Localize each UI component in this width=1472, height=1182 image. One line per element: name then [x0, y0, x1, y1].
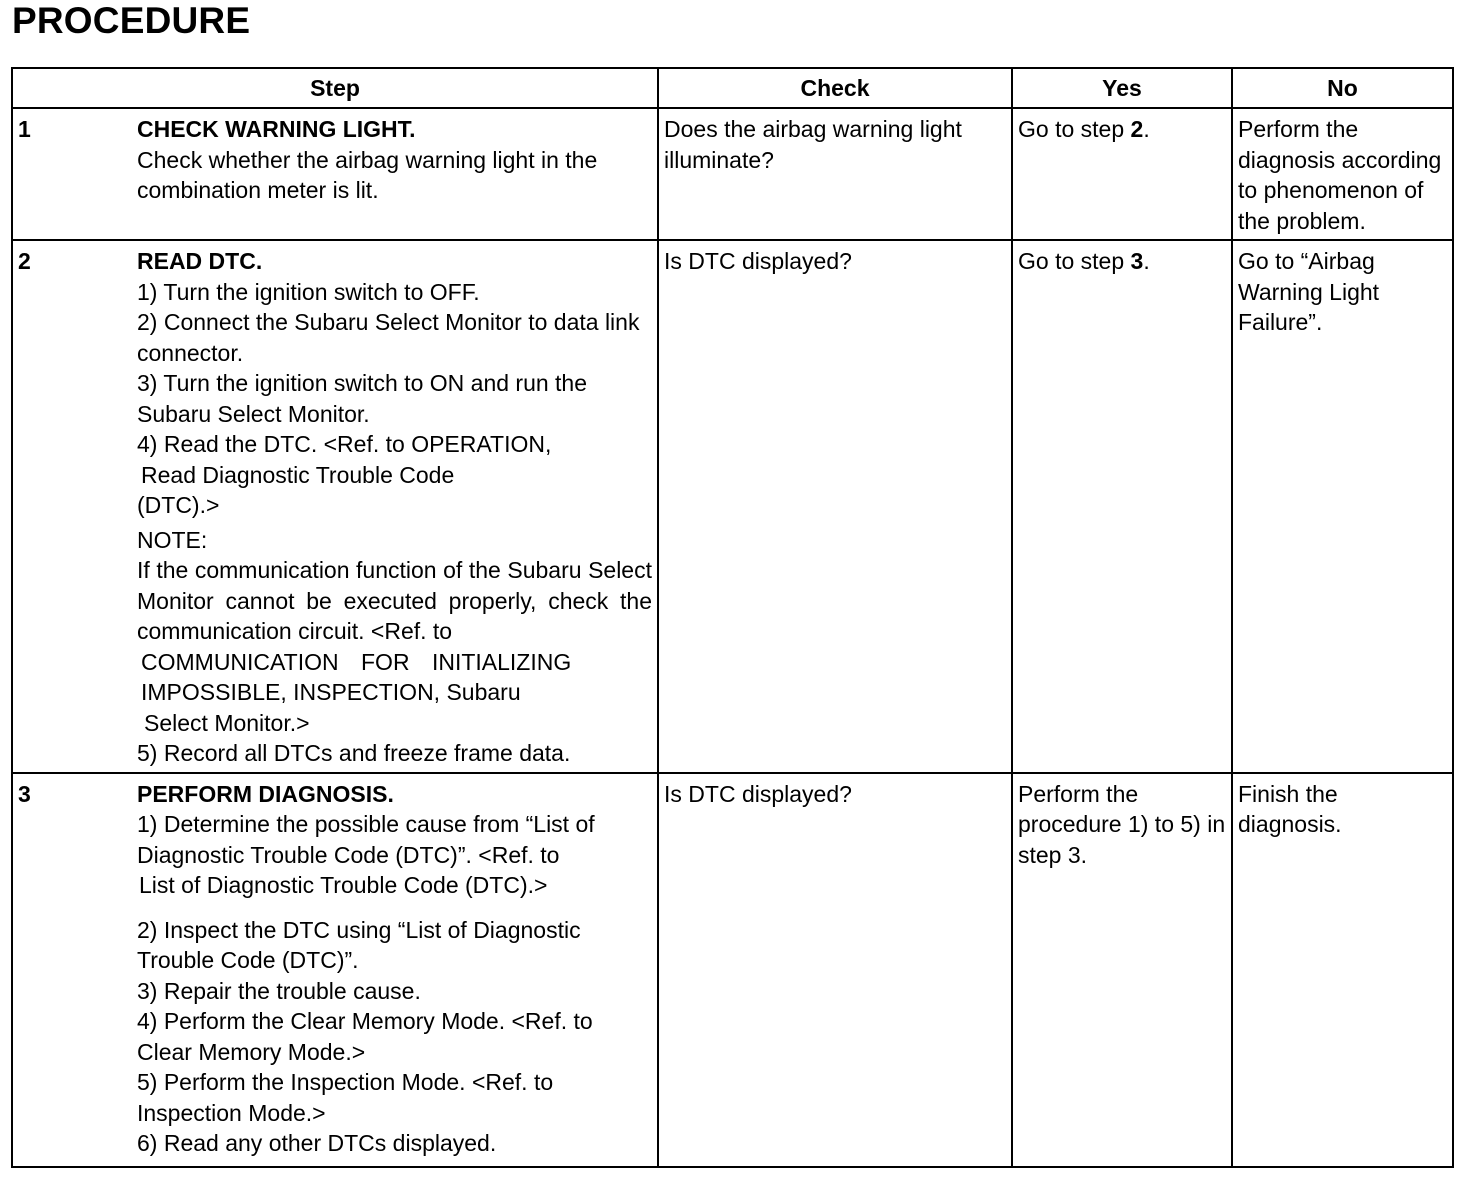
yes-text: Go to step — [1018, 116, 1131, 142]
check-cell: Is DTC displayed? — [658, 240, 1012, 773]
substep-4: 4) Read the DTC. <Ref. to OPERATION, — [137, 431, 552, 457]
no-cell: Perform the diagnosis according to phenomenon of the problem. — [1232, 108, 1453, 240]
step-heading: READ DTC. — [137, 248, 263, 274]
substep-2: 2) Inspect the DTC using “List of Diagnostic Trouble Code (DTC)”. — [137, 916, 581, 973]
header-check: Check — [658, 68, 1012, 108]
note-ref-2: IMPOSSIBLE, INSPECTION, Subaru — [141, 679, 521, 705]
substep-6: 6) Read any other DTCs displayed. — [137, 1130, 497, 1156]
no-cell: Go to “Airbag Warning Light Failure”. — [1232, 240, 1453, 773]
step-cell — [12, 108, 658, 240]
substep-4-ref-end: (DTC).> — [137, 492, 220, 518]
step-cell — [12, 773, 658, 1168]
check-cell: Is DTC displayed? — [658, 773, 1012, 1168]
step-number: 2 — [18, 248, 31, 274]
header-no: No — [1232, 68, 1453, 108]
yes-cell: Perform the procedure 1) to 5) in step 3. — [1012, 773, 1232, 1168]
yes-suffix: . — [1143, 248, 1150, 274]
check-cell: Does the airbag warning light illuminate? — [658, 108, 1012, 240]
header-step: Step — [12, 68, 658, 108]
step-number: 1 — [18, 116, 31, 142]
yes-text: Go to step — [1018, 248, 1131, 274]
yes-cell — [1012, 108, 1232, 240]
step-heading: PERFORM DIAGNOSIS. — [137, 780, 394, 807]
step-cell — [12, 240, 658, 773]
no-cell: Finish the diagnosis. — [1232, 773, 1453, 1168]
substep-4-ref: Read Diagnostic Trouble Code — [141, 461, 455, 488]
substep-3: 3) Turn the ignition switch to ON and run the Subaru Select Monitor. — [137, 370, 588, 427]
yes-step-link: 3 — [1130, 248, 1144, 274]
table-header-row — [12, 68, 1453, 108]
note-label: NOTE: — [137, 526, 208, 553]
substep-3: 3) Repair the trouble cause. — [137, 977, 421, 1004]
note-text: If the communication function of the Subaru Select Monitor cannot be executed properly, check the communication circuit. <Ref. to — [137, 557, 652, 644]
yes-cell — [1012, 240, 1232, 773]
substep-5: 5) Perform the Inspection Mode. <Ref. to Inspection Mode.> — [137, 1069, 554, 1126]
table-row — [12, 240, 1453, 773]
substep-1: 1) Turn the ignition switch to OFF. — [137, 278, 480, 305]
procedure-table — [11, 67, 1454, 1168]
note-ref-1: COMMUNICATION FOR INITIALIZING — [141, 648, 572, 675]
table-row — [12, 108, 1453, 240]
substep-2: 2) Connect the Subaru Select Monitor to data link connector. — [137, 309, 640, 366]
yes-suffix: . — [1143, 116, 1150, 142]
header-yes: Yes — [1012, 68, 1232, 108]
step-description: Check whether the airbag warning light in the combination meter is lit. — [137, 146, 598, 203]
table-row — [12, 773, 1453, 1168]
step-number: 3 — [18, 780, 31, 807]
spacer — [137, 901, 652, 915]
substep-1: 1) Determine the possible cause from “List of Diagnostic Trouble Code (DTC)”. <Ref. to — [137, 811, 595, 868]
substep-4: 4) Perform the Clear Memory Mode. <Ref. to Clear Memory Mode.> — [137, 1008, 593, 1065]
substep-1-ref: List of Diagnostic Trouble Code (DTC).> — [139, 872, 548, 898]
substep-5: 5) Record all DTCs and freeze frame data. — [137, 740, 571, 766]
note-ref-3: Select Monitor.> — [144, 709, 310, 736]
yes-step-link: 2 — [1130, 116, 1144, 142]
step-heading: CHECK WARNING LIGHT. — [137, 116, 416, 142]
page-title: PROCEDURE — [12, 0, 251, 41]
